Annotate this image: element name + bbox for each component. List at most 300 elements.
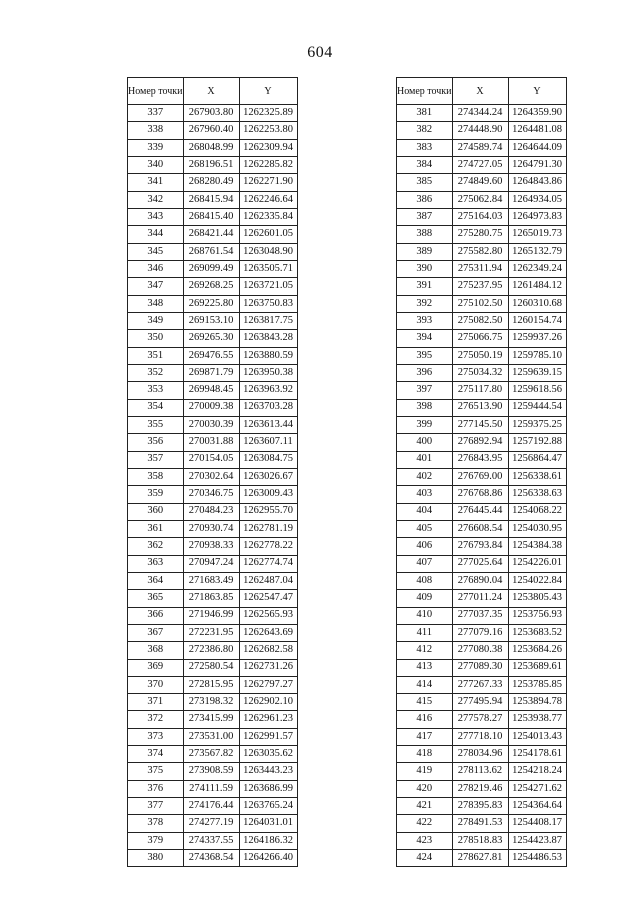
cell-x: 268280.49 (183, 174, 239, 191)
cell-y: 1263607.11 (239, 434, 297, 451)
cell-y: 1253689.61 (508, 659, 566, 676)
cell-x: 270930.74 (183, 520, 239, 537)
cell-point-number: 346 (128, 260, 184, 277)
cell-point-number: 381 (397, 105, 453, 122)
cell-point-number: 409 (397, 590, 453, 607)
table-row (397, 815, 567, 832)
cell-x: 270302.64 (183, 468, 239, 485)
table-row (128, 243, 298, 260)
cell-y: 1262731.26 (239, 659, 297, 676)
cell-x: 273567.82 (183, 746, 239, 763)
table-row (128, 399, 298, 416)
table-row (397, 659, 567, 676)
cell-x: 276445.44 (452, 503, 508, 520)
table-row (128, 763, 298, 780)
cell-y: 1262781.19 (239, 520, 297, 537)
cell-point-number: 360 (128, 503, 184, 520)
cell-point-number: 424 (397, 850, 453, 867)
cell-y: 1259937.26 (508, 330, 566, 347)
table-row (128, 312, 298, 329)
cell-x: 274344.24 (452, 105, 508, 122)
cell-point-number: 394 (397, 330, 453, 347)
cell-y: 1262335.84 (239, 208, 297, 225)
table-row (397, 624, 567, 641)
table-row (397, 278, 567, 295)
cell-point-number: 340 (128, 156, 184, 173)
cell-y: 1254178.61 (508, 746, 566, 763)
table-row (397, 451, 567, 468)
cell-y: 1263443.23 (239, 763, 297, 780)
table-row (397, 243, 567, 260)
cell-x: 268415.94 (183, 191, 239, 208)
cell-y: 1262682.58 (239, 642, 297, 659)
table-row (128, 382, 298, 399)
cell-x: 275582.80 (452, 243, 508, 260)
cell-point-number: 374 (128, 746, 184, 763)
cell-y: 1254030.95 (508, 520, 566, 537)
table-row (128, 156, 298, 173)
cell-y: 1263026.67 (239, 468, 297, 485)
table-row (397, 572, 567, 589)
table-row (128, 208, 298, 225)
cell-x: 269948.45 (183, 382, 239, 399)
table-row (397, 520, 567, 537)
cell-point-number: 402 (397, 468, 453, 485)
cell-x: 269153.10 (183, 312, 239, 329)
cell-x: 278627.81 (452, 850, 508, 867)
cell-y: 1260154.74 (508, 312, 566, 329)
table-row (397, 590, 567, 607)
cell-y: 1262778.22 (239, 538, 297, 555)
cell-point-number: 412 (397, 642, 453, 659)
table-row (397, 798, 567, 815)
cell-y: 1263817.75 (239, 312, 297, 329)
cell-point-number: 389 (397, 243, 453, 260)
cell-x: 273908.59 (183, 763, 239, 780)
cell-point-number: 364 (128, 572, 184, 589)
cell-x: 275034.32 (452, 364, 508, 381)
table-row (128, 832, 298, 849)
cell-x: 277718.10 (452, 728, 508, 745)
cell-y: 1263950.38 (239, 364, 297, 381)
cell-x: 277011.24 (452, 590, 508, 607)
cell-x: 273415.99 (183, 711, 239, 728)
cell-point-number: 423 (397, 832, 453, 849)
cell-y: 1259785.10 (508, 347, 566, 364)
cell-y: 1263721.05 (239, 278, 297, 295)
cell-x: 278034.96 (452, 746, 508, 763)
cell-x: 274111.59 (183, 780, 239, 797)
table-row (397, 780, 567, 797)
cell-point-number: 415 (397, 694, 453, 711)
table-row (397, 347, 567, 364)
table-row (128, 468, 298, 485)
table-row (397, 399, 567, 416)
cell-point-number: 385 (397, 174, 453, 191)
cell-x: 277089.30 (452, 659, 508, 676)
table-row (397, 295, 567, 312)
cell-x: 276768.86 (452, 486, 508, 503)
table-header-row (128, 78, 298, 105)
coordinates-table-left (127, 77, 298, 867)
cell-point-number: 345 (128, 243, 184, 260)
cell-x: 270154.05 (183, 451, 239, 468)
cell-x: 277080.38 (452, 642, 508, 659)
table-row (397, 607, 567, 624)
table-row (128, 607, 298, 624)
cell-y: 1262547.47 (239, 590, 297, 607)
cell-y: 1262325.89 (239, 105, 297, 122)
cell-y: 1264031.01 (239, 815, 297, 832)
cell-y: 1263750.83 (239, 295, 297, 312)
cell-point-number: 393 (397, 312, 453, 329)
cell-x: 277495.94 (452, 694, 508, 711)
cell-x: 274589.74 (452, 139, 508, 156)
cell-y: 1259639.15 (508, 364, 566, 381)
cell-y: 1262961.23 (239, 711, 297, 728)
table-row (397, 711, 567, 728)
table-row (397, 763, 567, 780)
cell-y: 1262309.94 (239, 139, 297, 156)
cell-y: 1254022.84 (508, 572, 566, 589)
cell-point-number: 362 (128, 538, 184, 555)
cell-point-number: 352 (128, 364, 184, 381)
cell-point-number: 342 (128, 191, 184, 208)
cell-y: 1259444.54 (508, 399, 566, 416)
cell-point-number: 348 (128, 295, 184, 312)
cell-point-number: 353 (128, 382, 184, 399)
cell-x: 278113.62 (452, 763, 508, 780)
table-row (128, 295, 298, 312)
cell-point-number: 341 (128, 174, 184, 191)
cell-x: 275280.75 (452, 226, 508, 243)
table-row (128, 486, 298, 503)
cell-x: 269871.79 (183, 364, 239, 381)
cell-point-number: 349 (128, 312, 184, 329)
cell-x: 267903.80 (183, 105, 239, 122)
cell-point-number: 418 (397, 746, 453, 763)
cell-y: 1254364.64 (508, 798, 566, 815)
cell-point-number: 367 (128, 624, 184, 641)
table-row (128, 139, 298, 156)
cell-x: 273531.00 (183, 728, 239, 745)
cell-y: 1264266.40 (239, 850, 297, 867)
cell-x: 276843.95 (452, 451, 508, 468)
cell-y: 1264186.32 (239, 832, 297, 849)
cell-x: 270484.23 (183, 503, 239, 520)
cell-y: 1262246.64 (239, 191, 297, 208)
cell-point-number: 407 (397, 555, 453, 572)
cell-y: 1262955.70 (239, 503, 297, 520)
cell-x: 270031.88 (183, 434, 239, 451)
cell-x: 272231.95 (183, 624, 239, 641)
cell-y: 1262285.82 (239, 156, 297, 173)
cell-point-number: 375 (128, 763, 184, 780)
table-row (128, 260, 298, 277)
cell-x: 268761.54 (183, 243, 239, 260)
cell-point-number: 378 (128, 815, 184, 832)
table-row (397, 330, 567, 347)
cell-point-number: 380 (128, 850, 184, 867)
table-row (397, 156, 567, 173)
cell-point-number: 384 (397, 156, 453, 173)
table-row (128, 330, 298, 347)
cell-x: 274176.44 (183, 798, 239, 815)
cell-y: 1264934.05 (508, 191, 566, 208)
table-row (128, 416, 298, 433)
cell-y: 1254271.62 (508, 780, 566, 797)
cell-y: 1264843.86 (508, 174, 566, 191)
table-body (128, 105, 298, 867)
cell-point-number: 408 (397, 572, 453, 589)
table-row (128, 572, 298, 589)
cell-x: 268048.99 (183, 139, 239, 156)
cell-y: 1253894.78 (508, 694, 566, 711)
header-x: X (183, 78, 239, 105)
cell-point-number: 383 (397, 139, 453, 156)
cell-x: 276608.54 (452, 520, 508, 537)
cell-point-number: 365 (128, 590, 184, 607)
table-row (128, 659, 298, 676)
table-row (128, 278, 298, 295)
table-row (397, 728, 567, 745)
cell-y: 1262271.90 (239, 174, 297, 191)
cell-x: 278219.46 (452, 780, 508, 797)
cell-y: 1265019.73 (508, 226, 566, 243)
cell-x: 267960.40 (183, 122, 239, 139)
cell-y: 1264481.08 (508, 122, 566, 139)
table-row (128, 347, 298, 364)
cell-y: 1253756.93 (508, 607, 566, 624)
cell-x: 274368.54 (183, 850, 239, 867)
table-row (128, 555, 298, 572)
cell-point-number: 388 (397, 226, 453, 243)
cell-y: 1265132.79 (508, 243, 566, 260)
cell-point-number: 355 (128, 416, 184, 433)
cell-y: 1262349.24 (508, 260, 566, 277)
cell-point-number: 392 (397, 295, 453, 312)
cell-x: 273198.32 (183, 694, 239, 711)
table-row (397, 208, 567, 225)
table-row (128, 122, 298, 139)
table-row (128, 364, 298, 381)
cell-y: 1263613.44 (239, 416, 297, 433)
cell-x: 275066.75 (452, 330, 508, 347)
cell-point-number: 400 (397, 434, 453, 451)
cell-y: 1262253.80 (239, 122, 297, 139)
cell-point-number: 414 (397, 676, 453, 693)
table-row (128, 642, 298, 659)
cell-point-number: 406 (397, 538, 453, 555)
table-row (128, 520, 298, 537)
table-row (397, 312, 567, 329)
table-header-row (397, 78, 567, 105)
cell-point-number: 411 (397, 624, 453, 641)
table-row (397, 191, 567, 208)
cell-y: 1262565.93 (239, 607, 297, 624)
cell-x: 271863.85 (183, 590, 239, 607)
table-row (128, 728, 298, 745)
table-row (397, 260, 567, 277)
cell-x: 270947.24 (183, 555, 239, 572)
cell-point-number: 359 (128, 486, 184, 503)
cell-point-number: 347 (128, 278, 184, 295)
header-point-number: Номер точки (128, 78, 184, 105)
header-x: X (452, 78, 508, 105)
cell-y: 1254226.01 (508, 555, 566, 572)
table-row (397, 538, 567, 555)
table-row (397, 486, 567, 503)
cell-y: 1263084.75 (239, 451, 297, 468)
cell-point-number: 379 (128, 832, 184, 849)
cell-y: 1263880.59 (239, 347, 297, 364)
table-row (397, 122, 567, 139)
cell-y: 1264359.90 (508, 105, 566, 122)
cell-x: 276890.04 (452, 572, 508, 589)
cell-point-number: 391 (397, 278, 453, 295)
table-row (397, 468, 567, 485)
cell-x: 275237.95 (452, 278, 508, 295)
cell-y: 1256338.61 (508, 468, 566, 485)
cell-y: 1262487.04 (239, 572, 297, 589)
cell-point-number: 368 (128, 642, 184, 659)
table-row (397, 642, 567, 659)
cell-x: 272580.54 (183, 659, 239, 676)
cell-x: 276513.90 (452, 399, 508, 416)
cell-point-number: 369 (128, 659, 184, 676)
cell-x: 275082.50 (452, 312, 508, 329)
table-row (128, 850, 298, 867)
cell-y: 1253805.43 (508, 590, 566, 607)
cell-x: 278518.83 (452, 832, 508, 849)
cell-point-number: 419 (397, 763, 453, 780)
cell-point-number: 382 (397, 122, 453, 139)
table-row (128, 503, 298, 520)
cell-x: 275050.19 (452, 347, 508, 364)
cell-x: 277025.64 (452, 555, 508, 572)
cell-y: 1259618.56 (508, 382, 566, 399)
cell-y: 1253683.52 (508, 624, 566, 641)
cell-x: 276892.94 (452, 434, 508, 451)
cell-x: 272815.95 (183, 676, 239, 693)
cell-y: 1254486.53 (508, 850, 566, 867)
cell-y: 1254423.87 (508, 832, 566, 849)
cell-x: 276793.84 (452, 538, 508, 555)
table-row (397, 174, 567, 191)
cell-point-number: 395 (397, 347, 453, 364)
cell-y: 1254408.17 (508, 815, 566, 832)
table-row (397, 676, 567, 693)
cell-x: 269225.80 (183, 295, 239, 312)
cell-y: 1254218.24 (508, 763, 566, 780)
page-number: 604 (307, 44, 333, 61)
cell-point-number: 421 (397, 798, 453, 815)
cell-point-number: 387 (397, 208, 453, 225)
table-row (128, 191, 298, 208)
cell-x: 269099.49 (183, 260, 239, 277)
cell-point-number: 361 (128, 520, 184, 537)
cell-point-number: 410 (397, 607, 453, 624)
table-row (397, 694, 567, 711)
table-row (128, 815, 298, 832)
cell-x: 275102.50 (452, 295, 508, 312)
table-row (397, 382, 567, 399)
cell-point-number: 363 (128, 555, 184, 572)
table-row (397, 555, 567, 572)
cell-point-number: 401 (397, 451, 453, 468)
table-row (128, 590, 298, 607)
cell-point-number: 386 (397, 191, 453, 208)
cell-point-number: 354 (128, 399, 184, 416)
cell-y: 1263009.43 (239, 486, 297, 503)
cell-y: 1264644.09 (508, 139, 566, 156)
table-row (397, 364, 567, 381)
cell-y: 1261484.12 (508, 278, 566, 295)
cell-x: 278395.83 (452, 798, 508, 815)
cell-y: 1264973.83 (508, 208, 566, 225)
table-row (397, 832, 567, 849)
cell-point-number: 405 (397, 520, 453, 537)
header-y: Y (508, 78, 566, 105)
cell-x: 275311.94 (452, 260, 508, 277)
cell-x: 269268.25 (183, 278, 239, 295)
table-row (128, 451, 298, 468)
cell-x: 274448.90 (452, 122, 508, 139)
cell-point-number: 404 (397, 503, 453, 520)
cell-x: 269476.55 (183, 347, 239, 364)
cell-point-number: 366 (128, 607, 184, 624)
cell-y: 1263035.62 (239, 746, 297, 763)
cell-point-number: 358 (128, 468, 184, 485)
cell-point-number: 413 (397, 659, 453, 676)
cell-x: 274337.55 (183, 832, 239, 849)
cell-y: 1256338.63 (508, 486, 566, 503)
cell-x: 278491.53 (452, 815, 508, 832)
cell-point-number: 403 (397, 486, 453, 503)
table-row (397, 226, 567, 243)
table-row (128, 694, 298, 711)
cell-x: 270030.39 (183, 416, 239, 433)
cell-point-number: 390 (397, 260, 453, 277)
cell-point-number: 339 (128, 139, 184, 156)
cell-point-number: 398 (397, 399, 453, 416)
cell-y: 1262797.27 (239, 676, 297, 693)
cell-point-number: 338 (128, 122, 184, 139)
table-row (397, 416, 567, 433)
cell-point-number: 350 (128, 330, 184, 347)
cell-x: 276769.00 (452, 468, 508, 485)
cell-x: 277267.33 (452, 676, 508, 693)
cell-y: 1260310.68 (508, 295, 566, 312)
table-row (128, 538, 298, 555)
cell-point-number: 420 (397, 780, 453, 797)
cell-point-number: 399 (397, 416, 453, 433)
cell-y: 1262991.57 (239, 728, 297, 745)
cell-point-number: 396 (397, 364, 453, 381)
cell-y: 1254068.22 (508, 503, 566, 520)
coordinates-table-right (396, 77, 567, 867)
table-row (397, 139, 567, 156)
cell-point-number: 337 (128, 105, 184, 122)
cell-x: 274727.05 (452, 156, 508, 173)
cell-point-number: 344 (128, 226, 184, 243)
cell-x: 277079.16 (452, 624, 508, 641)
cell-point-number: 371 (128, 694, 184, 711)
cell-y: 1263963.92 (239, 382, 297, 399)
cell-x: 268421.44 (183, 226, 239, 243)
cell-point-number: 397 (397, 382, 453, 399)
cell-point-number: 417 (397, 728, 453, 745)
